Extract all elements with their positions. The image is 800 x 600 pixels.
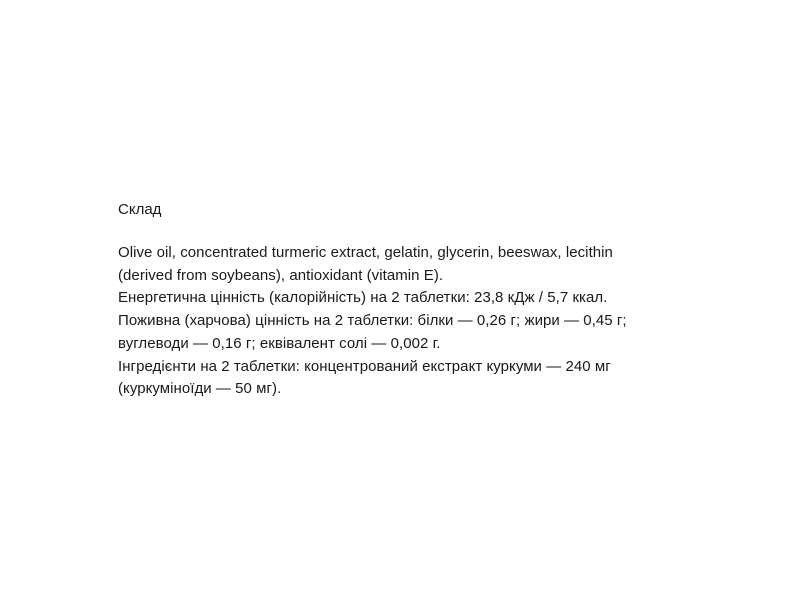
composition-line: Olive oil, concentrated turmeric extract, gelatin, glycerin, beeswax, lecithin — [118, 244, 613, 261]
energy-value-line: Енергетична цінність (калорійність) на 2 таблетки: 23,8 кДж / 5,7 ккал. — [118, 289, 608, 307]
nutrition-value-line: вуглеводи — 0,16 г; еквівалент солі — 0,002 г. — [118, 334, 441, 352]
ingredients-line: Інгредієнти на 2 таблетки: концентрований екстракт куркуми — 240 мг — [118, 357, 611, 375]
composition-heading: Склад — [118, 201, 162, 218]
composition-section — [118, 196, 718, 401]
ingredients-line: (куркуміноїди — 50 мг). — [118, 380, 282, 398]
composition-line: (derived from soybeans), antioxidant (vitamin E). — [118, 266, 444, 284]
nutrition-value-line: Поживна (харчова) цінність на 2 таблетки: білки — 0,26 г; жири — 0,45 г; — [118, 312, 627, 330]
